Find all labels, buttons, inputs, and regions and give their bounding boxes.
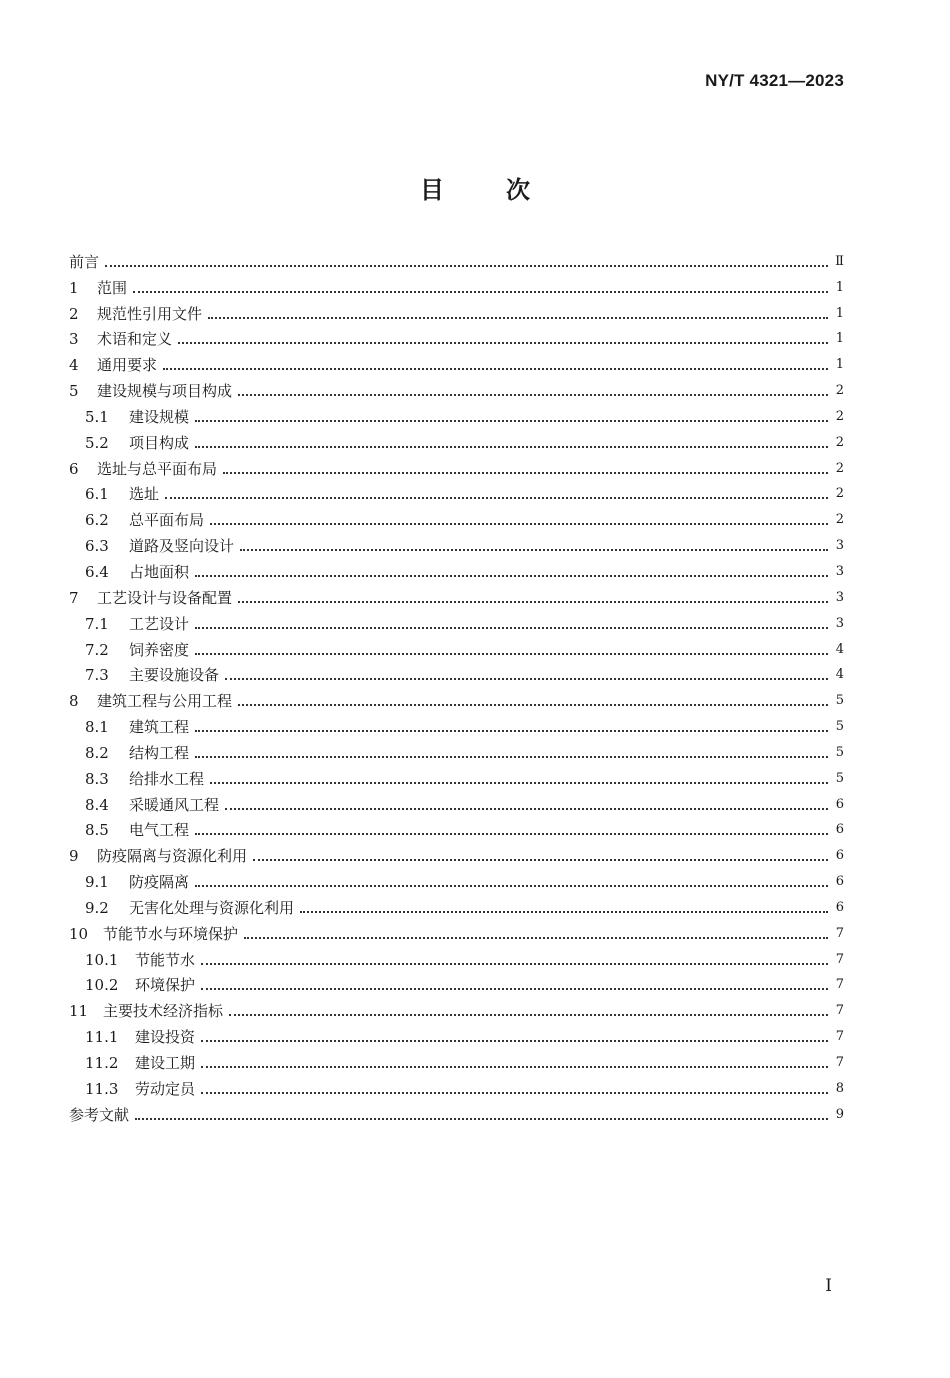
toc-entry-label: 防疫隔离与资源化利用 (97, 847, 248, 866)
toc-entry-label: 项目构成 (129, 433, 190, 452)
toc-entry-label: 建设投资 (135, 1028, 196, 1047)
toc-entry[interactable] (69, 479, 844, 505)
toc-entry-label: 规范性引用文件 (97, 304, 203, 323)
dot-leader (163, 368, 828, 370)
dot-leader (165, 497, 828, 499)
dot-leader (223, 472, 828, 474)
toc-entry-label: 主要设施设备 (129, 666, 220, 685)
toc-entry-page: 7 (835, 1055, 844, 1070)
toc-entry-number: 10.2 (85, 976, 119, 995)
toc-entry[interactable] (69, 324, 844, 350)
toc-entry-label: 总平面布局 (129, 511, 205, 530)
toc-entry-page: 2 (835, 486, 844, 502)
toc-entry-number: 8 (69, 692, 79, 711)
toc-entry-page: 1 (835, 357, 844, 373)
toc-entry-label: 环境保护 (135, 976, 196, 995)
toc-entry-number: 8.3 (85, 769, 109, 788)
toc-entry-label: 参考文献 (69, 1105, 130, 1124)
toc-entry[interactable] (69, 608, 844, 634)
dot-leader (225, 808, 828, 810)
toc-entry[interactable] (69, 401, 844, 427)
toc-entry-page: 2 (835, 460, 844, 476)
toc-entry-label: 建筑工程与公用工程 (97, 692, 233, 711)
toc-entry-number: 9.1 (85, 873, 109, 892)
toc-entry-number: 8.4 (85, 795, 109, 814)
toc-entry[interactable] (69, 840, 844, 866)
toc-entry-number: 11.2 (85, 1054, 119, 1072)
toc-entry-label: 范围 (97, 278, 128, 297)
toc-entry-label: 劳动定员 (135, 1079, 196, 1098)
dot-leader (195, 730, 828, 732)
toc-entry-page: 1 (835, 279, 844, 295)
toc-entry-label: 术语和定义 (97, 330, 173, 349)
toc-entry-page: 2 (835, 408, 844, 424)
dot-leader (253, 859, 828, 861)
dot-leader (195, 446, 828, 448)
toc-entry-number: 8.1 (85, 718, 109, 737)
toc-entry-number: 7.3 (85, 666, 109, 685)
toc-entry-number: 7.2 (85, 640, 109, 659)
toc-entry[interactable] (69, 453, 844, 479)
toc-entry-number: 6 (69, 459, 79, 478)
dot-leader (201, 1066, 828, 1068)
dot-leader (229, 1014, 828, 1016)
dot-leader (178, 342, 828, 344)
toc-entry-page: 8 (835, 1080, 844, 1096)
toc-entry[interactable] (69, 349, 844, 375)
toc-entry[interactable] (69, 918, 844, 944)
toc-entry-page: 5 (835, 693, 844, 709)
toc-entry[interactable] (69, 815, 844, 841)
toc-entry-page: 6 (835, 822, 844, 838)
toc-entry[interactable] (69, 530, 844, 556)
toc-entry-number: 1 (69, 278, 79, 297)
dot-leader (201, 963, 828, 965)
dot-leader (105, 265, 828, 267)
toc-entry-label: 无害化处理与资源化利用 (129, 898, 295, 917)
toc-entry[interactable] (69, 375, 844, 401)
toc-entry[interactable] (69, 970, 844, 996)
toc-entry-number: 9.2 (85, 898, 109, 917)
dot-leader (195, 833, 828, 835)
toc-entry-number: 4 (69, 356, 79, 375)
toc-entry-number: 6.3 (85, 537, 109, 556)
toc-entry-number: 10.1 (85, 950, 119, 969)
toc-entry[interactable] (69, 711, 844, 737)
dot-leader (195, 885, 828, 887)
toc-entry-page: 3 (835, 538, 844, 554)
dot-leader (201, 988, 828, 990)
toc-entry-page: 7 (835, 951, 844, 967)
toc-entry[interactable] (69, 504, 844, 530)
toc-entry[interactable] (69, 246, 844, 272)
toc-entry-number: 5.1 (85, 407, 109, 426)
toc-entry-number: 5.2 (85, 433, 109, 452)
toc-entry-number: 7.1 (85, 614, 109, 633)
toc-entry-page: 5 (835, 770, 844, 786)
toc-entry-page: 7 (835, 1003, 844, 1019)
dot-leader (133, 291, 828, 293)
dot-leader (195, 420, 828, 422)
toc-entry-label: 道路及竖向设计 (129, 537, 235, 556)
dot-leader (195, 756, 828, 758)
dot-leader (300, 911, 828, 913)
toc-entry-label: 电气工程 (129, 821, 190, 840)
dot-leader (238, 394, 828, 396)
toc-entry-label: 工艺设计 (129, 614, 190, 633)
toc-entry[interactable] (69, 944, 844, 970)
toc-entry-page: 6 (835, 796, 844, 812)
toc-entry-number: 2 (69, 304, 79, 323)
toc-entry-label: 节能节水与环境保护 (103, 924, 239, 943)
toc-entry-page: 5 (835, 744, 844, 760)
toc-entry-page: 3 (835, 563, 844, 579)
dot-leader (135, 1118, 828, 1120)
toc-entry-number: 9 (69, 847, 79, 866)
toc-entry-page: 3 (835, 589, 844, 605)
toc-entry[interactable] (69, 272, 844, 298)
toc-entry-page: 1 (835, 305, 844, 321)
dot-leader (225, 678, 828, 680)
toc-entry-label: 建筑工程 (129, 718, 190, 737)
toc-entry-label: 结构工程 (129, 743, 190, 762)
toc-entry-label: 选址与总平面布局 (97, 459, 218, 478)
toc-entry-page: 6 (835, 899, 844, 915)
dot-leader (195, 575, 828, 577)
toc-entry-page: 6 (835, 874, 844, 890)
dot-leader (240, 549, 828, 551)
dot-leader (244, 937, 828, 939)
toc-entry[interactable] (69, 789, 844, 815)
toc-entry[interactable] (69, 1099, 844, 1125)
toc-entry[interactable] (69, 1047, 844, 1073)
toc-entry[interactable] (69, 866, 844, 892)
toc-entry[interactable] (69, 634, 844, 660)
toc-entry[interactable] (69, 892, 844, 918)
toc-entry-number: 11 (69, 1002, 89, 1021)
toc-entry-number: 6.4 (85, 562, 109, 581)
dot-leader (201, 1040, 828, 1042)
toc-entry[interactable] (69, 660, 844, 686)
toc-entry-label: 前言 (69, 252, 100, 271)
toc-entry[interactable] (69, 427, 844, 453)
toc-entry-label: 给排水工程 (129, 769, 205, 788)
toc-entry-number: 3 (69, 330, 79, 349)
toc-entry[interactable] (69, 298, 844, 324)
toc-entry[interactable] (69, 763, 844, 789)
toc-entry-label: 主要技术经济指标 (103, 1002, 224, 1021)
toc-entry-page: 7 (835, 1029, 844, 1045)
toc-entry-label: 建设规模与项目构成 (97, 382, 233, 401)
toc-entry-page: 4 (835, 641, 844, 657)
toc-entry-label: 采暖通风工程 (129, 795, 220, 814)
dot-leader (201, 1092, 828, 1094)
toc-entry-page: 2 (835, 434, 844, 450)
toc-entry-page: 2 (835, 383, 844, 399)
toc-entry[interactable] (69, 1021, 844, 1047)
toc-entry-number: 8.5 (85, 821, 109, 840)
toc-entry-page: 4 (835, 667, 844, 683)
toc-entry-label: 建设工期 (135, 1054, 196, 1072)
toc-entry-number: 10 (69, 924, 89, 943)
dot-leader (195, 653, 828, 655)
dot-leader (238, 704, 828, 706)
toc-entry-page: 3 (835, 615, 844, 631)
toc-entry-page: 7 (835, 977, 844, 993)
dot-leader (210, 523, 828, 525)
toc-entry-number: 7 (69, 588, 79, 607)
toc-entry-page: 9 (835, 1106, 844, 1122)
dot-leader (195, 627, 828, 629)
toc-entry[interactable] (69, 737, 844, 763)
toc-entry-label: 饲养密度 (129, 640, 190, 659)
toc-entry-number: 5 (69, 382, 79, 401)
page-number: I (825, 1276, 832, 1296)
toc-entry-number: 6.2 (85, 511, 109, 530)
toc-entry[interactable] (69, 685, 844, 711)
toc-entry-label: 选址 (129, 485, 160, 504)
dot-leader (208, 317, 828, 319)
page-title: 目次 (420, 175, 592, 204)
standard-number: NY/T 4321—2023 (705, 71, 844, 90)
toc-entry[interactable] (69, 1073, 844, 1099)
dot-leader (238, 601, 828, 603)
toc-entry-number: 6.1 (85, 485, 109, 504)
toc-entry-label: 通用要求 (97, 356, 158, 375)
toc-entry[interactable] (69, 995, 844, 1021)
toc-entry-label: 占地面积 (129, 562, 190, 581)
toc-entry-label: 工艺设计与设备配置 (97, 588, 233, 607)
toc-entry-page: Ⅱ (835, 253, 844, 269)
toc-entry-label: 节能节水 (135, 950, 196, 969)
toc-entry-page: 2 (835, 512, 844, 528)
toc-entry-number: 8.2 (85, 743, 109, 762)
dot-leader (210, 782, 828, 784)
toc-entry-number: 11.1 (85, 1028, 119, 1047)
toc-entry-label: 防疫隔离 (129, 873, 190, 892)
toc-entry-number: 11.3 (85, 1079, 119, 1098)
toc-entry-page: 1 (835, 331, 844, 347)
toc-entry-label: 建设规模 (129, 407, 190, 426)
toc-entry-page: 7 (835, 925, 844, 941)
toc-entry-page: 6 (835, 848, 844, 864)
toc-entry-page: 5 (835, 719, 844, 735)
table-of-contents (69, 246, 844, 1125)
toc-entry[interactable] (69, 582, 844, 608)
toc-entry[interactable] (69, 556, 844, 582)
